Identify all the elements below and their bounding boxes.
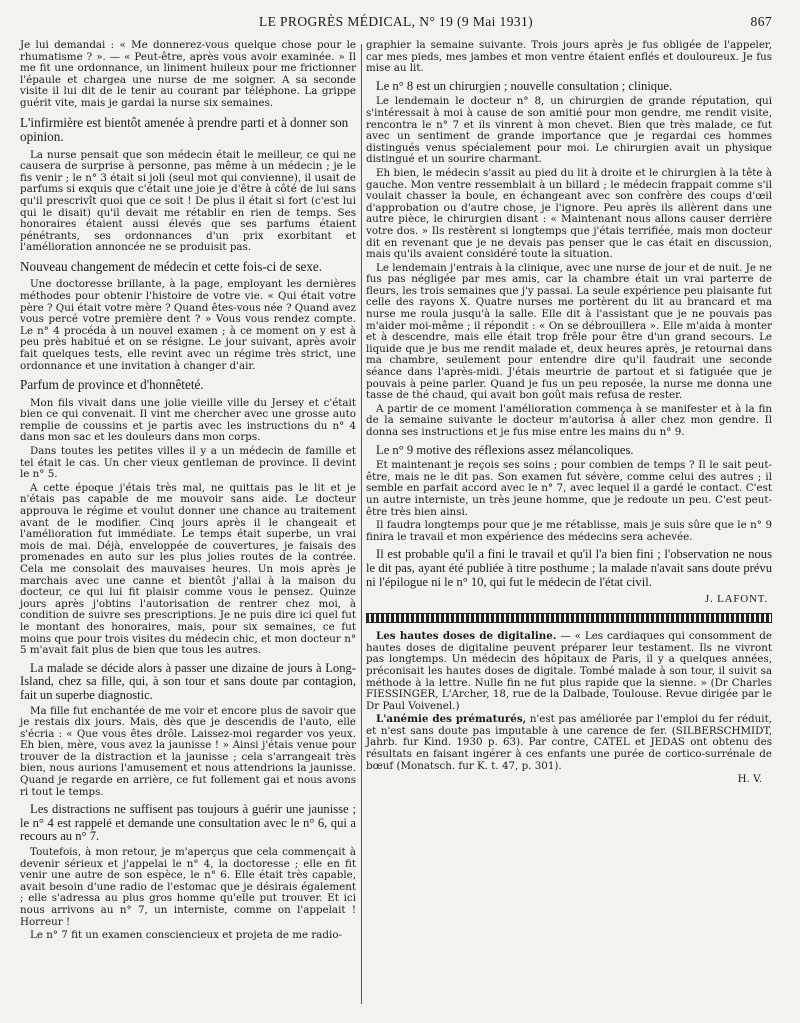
paragraph: Je lui demandai : « Me donnerez-vous quelque chose pour le rhumatisme ? ». — « Peut-être, après vous avoir examinée. » Il me fit une ordonnance, un liniment huileux pour me frictionner l'épaule et chargea une nurse de me soigner. A sa seconde visite il lui dit de le tenir au courant par téléphone. La grippe guérit vite, mais je gardai la nurse six semaines. <box>20 39 356 109</box>
paragraph: Mon fils vivait dans une jolie vieille ville du Jersey et c'était bien ce qui convenait. Il vint me chercher avec une grosse auto remplie de coussins et je partis avec les instructions du n° 4 dans mon sac et les douleurs dans mon corps. <box>20 396 356 444</box>
page-number: 867 <box>750 14 772 29</box>
paragraph: Une doctoresse brillante, à la page, employant les dernières méthodes pour obtenir l'histoire de votre vie. « Qui était votre père ? Qui était votre mère ? Quand êtes-vous née ? Quand avez vous percé votre première dent ? » Vous vous rendez compte. Le n° 4 procéda à un nouvel examen ; à ce moment on y est à peu près habitué et on se résigne. Le jour suivant, après avoir fait quelques tests, elle revint avec un régime très strict, une ordonnance et une invitation à changer d'air. <box>20 278 356 372</box>
author-initials: H. V. <box>737 773 762 786</box>
news-item <box>366 714 772 772</box>
running-header <box>20 14 772 36</box>
news-item-text: n'est pas améliorée par l'emploi du fer réduit, et n'est sans doute pas imputable à une carence de fer. (SILBERSCHMIDT, Jahrb. fur Kind. 1930 p. 63). Par contre, CATEL et JEDAS ont obtenu des résultats en faisant ingérer à ces enfants une purée de cortico-surrénale de bœuf (Monatsch. fur K. t. 47, p. 301). <box>366 713 772 772</box>
section-heading: L'infirmière est bientôt amenée à prendre parti et à donner son opinion. <box>20 114 349 145</box>
paragraph: A partir de ce moment l'amélioration commença à se manifester et à la fin de la semaine suivante le docteur m'autorisa à aller chez mon gendre. Il donna ses instructions et je fus mise entre les mains du n° 9. <box>366 402 772 438</box>
section-heading: Le n° 8 est un chirurgien ; nouvelle consultation ; clinique. <box>376 78 673 93</box>
section-heading: Parfum de province et d'honnêteté. <box>20 377 204 393</box>
paragraph: Il faudra longtemps pour que je me rétablisse, mais je suis sûre que le n° 9 finira le travail et mon expérience des médecins sera achevée. <box>366 519 772 543</box>
paragraph: Le lendemain j'entrais à la clinique, avec une nurse de jour et de nuit. Je ne fus pas négligée par mes amis, car la chambre était un vrai parterre de fleurs, les trois semaines que j'y passai. La seule expérience peu plaisante fut celle des rayons X. Quatre nurses me portèrent du lit au brancard et ma nurse me roula jusqu'à la salle. Elle dit à l'assistant que je ne pouvais pas m'aider moi-même ; il répondit : « On se débrouillera ». Elle m'aida à monter et à descendre, mais elle était trop frêle pour être d'un grand secours. Le liquide que je bus me rendit malade et, deux heures après, je retournai dans ma chambre, seulement pour entendre dire qu'il faudrait une seconde séance dans l'après-midi. J'étais meurtrie de partout et si fatiguée que je pouvais à peine parler. Quand je fus un peu reposée, la nurse me donna une tasse de thé chaud, qui avait bon goût mais refusa de rester. <box>366 261 772 402</box>
news-item-title: Les hautes doses de digitaline. <box>376 630 557 643</box>
paragraph: Et maintenant je reçois ses soins ; pour combien de temps ? Il le sait peut-être, mais ne le dit pas. Son examen fut sévère, comme celui des autres ; il semble en parfait accord avec le n° 7, avec lequel il a gardé le contact. C'est un autre interniste, un très jeune homme, que je redoute un peu. C'est peut-être très bien ainsi. <box>366 459 772 518</box>
news-item-text: — « Les cardiaques qui consomment de hautes doses de digitaline peuvent préparer leur testament. Ils ne vivront pas longtemps. Un médecin des hôpitaux de Paris, il y a quelques années, préconisait les hautes doses de digitale. Tombé malade à son tour, il suivit sa méthode à la lettre. Nulle fin ne fut plus rapide que la sienne. » (Dr Charles FIESSINGER, L'Archer, 18, rue de la Dalbade, Toulouse. Revue dirigée par le Dr Paul Voivenel.) <box>366 630 772 712</box>
paragraph: Le lendemain le docteur n° 8, un chirurgien de grande réputation, qui s'intéressait à moi à cause de son amitié pour mon gendre, me rendit visite, rencontra le n° 7 et ils vinrent à mon chevet. Bien que très malade, ce fut avec un sentiment de grande importance que je regardai ces hommes distingués venus spécialement pour moi. Le chirurgien avait un physique distingué et un sourire charmant. <box>366 95 772 166</box>
paragraph: Eh bien, le médecin s'assit au pied du lit à droite et le chirurgien à la tête à gauche. Mon ventre ressemblait à un billard ; le médecin frappait comme s'il voulait chasser la boule, en échangeant avec son confrère des coups d'œil d'approbation ou d'autre chose, je l'ignore. Peu après ils allèrent dans une autre pièce, le chirurgien disant : « Maintenant nous allons causer derrière votre dos. » Ils restèrent si longtemps que j'étais terrifiée, mais mon docteur dit en revenant que je ne devais pas penser que le cas était en discussion, mais qu'ils avaient considéré toute la situation. <box>366 166 772 261</box>
paragraph: La nurse pensait que son médecin était le meilleur, ce qui ne causera de surprise à personne, pas même à un médecin ; je le fis venir ; le n° 3 était si joli (seul mot qui convienne), il usait de parfums si exquis que c'était une joie je d'être à côté de lui sans qu'il prescrivît quoi que ce soit ! De plus il était si fort (c'est lui qui le disait) qu'il devait me rétablir en rien de temps. Ses honoraires étaient aussi élevés que ses parfums étaient pénétrants, ses ordonnances d'un prix exorbitant et l'amélioration annoncée ne se produisit pas. <box>20 148 356 254</box>
column-rule <box>361 44 362 1004</box>
section-heading: Les distractions ne suffisent pas toujours à guérir une jaunisse ; le n° 4 est rappelé et demande une consultation avec le n° 6, qui a recours au n° 7. <box>20 802 356 844</box>
paragraph: A cette époque j'étais très mal, ne quittais pas le lit et je n'étais pas capable de me mouvoir sans aide. Le docteur approuva le régime et voulut donner une chance au traitement avant de le modifier. Cinq jours après il le changeait et l'amélioration fut immédiate. Le temps était superbe, un vrai mois de mai. Déjà, enveloppée de couvertures, je faisais des promenades en auto sur les plus jolies routes de la contrée. Cela me consolait des mauvaises heures. Un mois après je marchais avec une canne et bientôt j'allai à la maison du docteur, ce qui lui fit plaisir comme vous le pensez. Quinze jours après j'obtins l'autorisation de rentrer chez moi, à condition de suivre ses prescriptions. Je ne puis dire ici quel fut le montant des honoraires, mais, pour six semaines, ce fut moins que pour trois visites du médecin chic, et mon docteur n° 5 m'avait fait plus de bien que tous les autres. <box>20 481 356 657</box>
right-column <box>366 40 772 788</box>
paragraph: Le n° 7 fit un examen consciencieux et projeta de me radio- <box>30 929 342 942</box>
section-heading: Le n° 9 motive des réflexions assez mélancoliques. <box>376 442 634 457</box>
left-column <box>20 40 356 944</box>
section-heading: Nouveau changement de médecin et cette fois-ci de sexe. <box>20 258 323 274</box>
author-signature: J. LAFONT. <box>704 593 768 606</box>
paragraph: Ma fille fut enchantée de me voir et encore plus de savoir que je restais dix jours. Mais, dès que je descendis de l'auto, elle s'écria : « Que vous êtes drôle. Laissez-moi regarder vos yeux. Eh bien, mère, vous avez la jaunisse ! » Ainsi j'étais venue pour trouver de la distraction et la jaunisse ; cela s'arrangeait très bien, nous aurions l'amusement et nous attendrions la jaunisse. Quand je regarde en arrière, ce fut follement gai et nous avons ri tout le temps. <box>20 704 356 798</box>
journal-title: LE PROGRÈS MÉDICAL, N° 19 (9 Mai 1931) <box>258 14 534 29</box>
paragraph: graphier la semaine suivante. Trois jours après je fus obligée de l'appeler, car mes pieds, mes jambes et mon ventre étaient enflés et douloureux. Je fus mise au lit. <box>366 39 772 75</box>
paragraph: Dans toutes les petites villes il y a un médecin de famille et tel était le cas. Un cher vieux gentleman de province. Il devint le n° 5. <box>20 445 356 481</box>
news-item-title: L'anémie des prématurés, <box>376 713 527 726</box>
paragraph: Toutefois, à mon retour, je m'aperçus que cela commençait à devenir sérieux et j'appelai le n° 4, la doctoresse ; elle en fit venir une autre de son espèce, le n° 6. Elle était très capable, avait besoin d'une radio de l'estomac que je désirais également ; elle s'adressa au plus gros homme qu'elle put trouver. Et ici nous arrivons au n° 7, un interniste, comme on l'appelait ! Horreur ! <box>20 846 356 928</box>
news-item <box>366 631 772 712</box>
section-heading: La malade se décide alors à passer une dizaine de jours à Long-Island, chez sa fille, qui, à son tour et sans doute par contagion, fait un superbe diagnostic. <box>20 660 356 702</box>
ornamental-divider <box>366 613 772 623</box>
conclusion-paragraph: Il est probable qu'il a fini le travail et qu'il l'a bien fini ; l'observation ne nous le dit pas, ayant été publiée à titre posthume ; la malade n'avait sans doute prévu ni l'épilogue ni le n° 10, qui fut le médecin de l'état civil. <box>366 547 772 589</box>
